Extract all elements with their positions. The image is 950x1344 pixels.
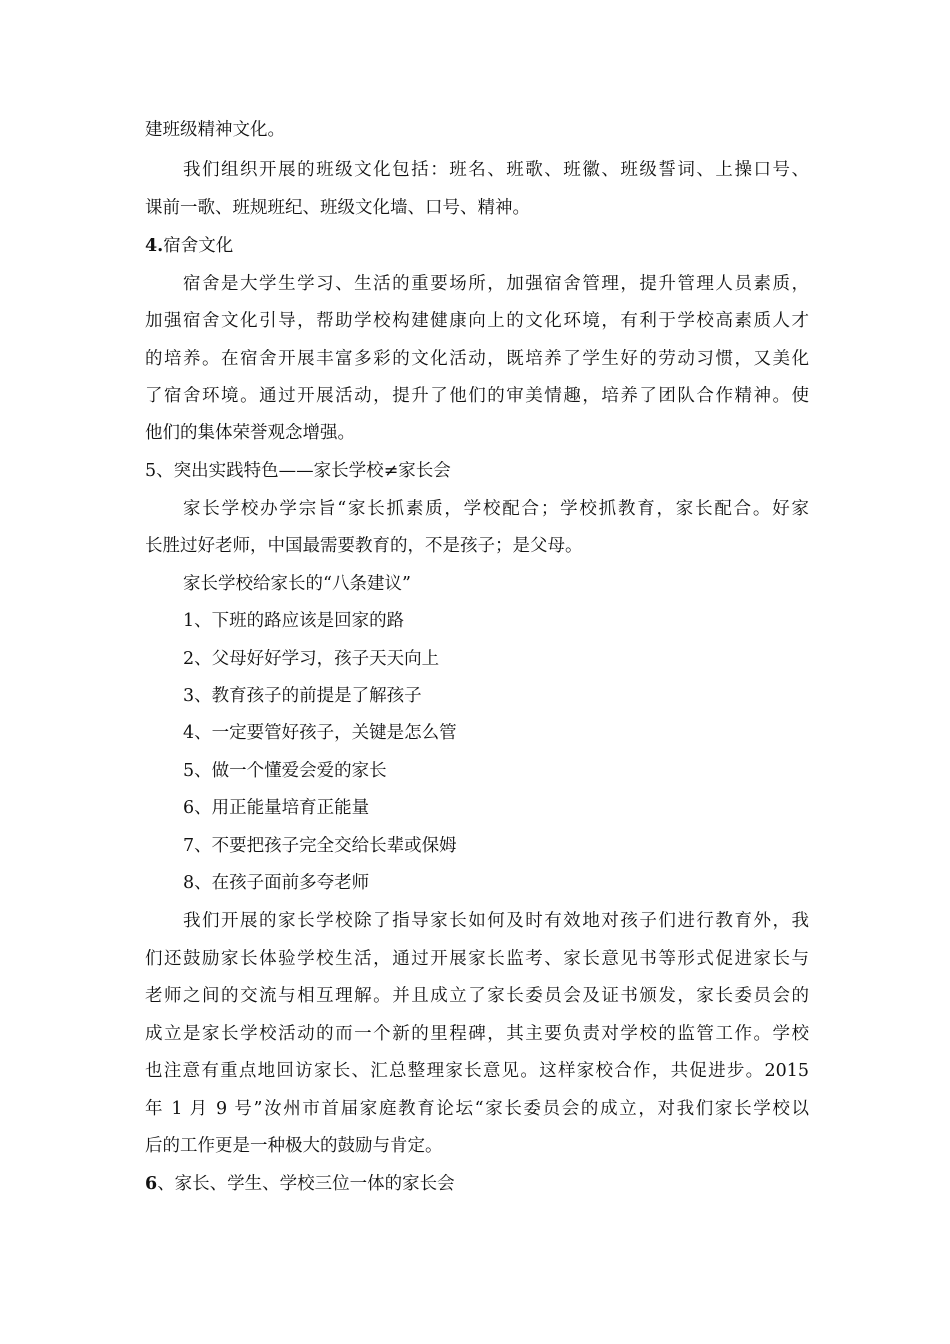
list-item: 1、下班的路应该是回家的路 — [183, 611, 405, 631]
list-item: 7、不要把孩子完全交给长辈或保姆 — [183, 836, 457, 856]
paragraph-line: 课前一歌、班规班纪、班级文化墙、口号、精神。 — [145, 198, 530, 218]
heading-number: 4. — [145, 236, 164, 256]
paragraph-line: 后的工作更是一种极大的鼓励与肯定。 — [145, 1136, 443, 1156]
heading-text: 、家长、学生、学校三位一体的家长会 — [157, 1174, 455, 1194]
paragraph-line: 宿舍是大学生学习、生活的重要场所，加强宿舍管理，提升管理人员素质， — [183, 274, 809, 294]
section-heading-4 — [145, 234, 233, 258]
paragraph-tail: 建班级精神文化。 — [145, 120, 285, 140]
section-heading-5: 5、突出实践特色——家长学校≠家长会 — [145, 461, 451, 481]
paragraph-line: 他们的集体荣誉观念增强。 — [145, 423, 355, 443]
heading-text: 宿舍文化 — [163, 236, 234, 256]
paragraph-line: 长胜过好老师，中国最需要教育的，不是孩子；是父母。 — [145, 536, 583, 556]
paragraph-line: 我们组织开展的班级文化包括：班名、班歌、班徽、班级誓词、上操口号、 — [183, 160, 809, 180]
section-heading-6 — [145, 1172, 455, 1196]
paragraph-line: 了宿舍环境。通过开展活动，提升了他们的审美情趣，培养了团队合作精神。使 — [145, 386, 809, 406]
paragraph-line: 也注意有重点地回访家长、汇总整理家长意见。这样家校合作，共促进步。2015 — [145, 1061, 809, 1081]
list-item: 8、在孩子面前多夸老师 — [183, 873, 370, 893]
paragraph-line: 成立是家长学校活动的而一个新的里程碑，其主要负责对学校的监管工作。学校 — [145, 1024, 809, 1044]
paragraph-line: 老师之间的交流与相互理解。并且成立了家长委员会及证书颁发，家长委员会的 — [145, 986, 809, 1006]
list-item: 2、父母好好学习，孩子天天向上 — [183, 649, 440, 669]
paragraph-line: 加强宿舍文化引导，帮助学校构建健康向上的文化环境，有利于学校高素质人才 — [145, 311, 809, 331]
list-title: 家长学校给家长的“八条建议” — [183, 574, 411, 594]
paragraph-line: 家长学校办学宗旨“家长抓素质，学校配合；学校抓教育，家长配合。好家 — [183, 499, 809, 519]
list-item: 6、用正能量培育正能量 — [183, 798, 370, 818]
paragraph-line: 的培养。在宿舍开展丰富多彩的文化活动，既培养了学生好的劳动习惯，又美化 — [145, 349, 809, 369]
list-item: 5、做一个懂爱会爱的家长 — [183, 761, 387, 781]
heading-number: 6 — [145, 1174, 158, 1194]
paragraph-line: 我们开展的家长学校除了指导家长如何及时有效地对孩子们进行教育外，我 — [183, 911, 809, 931]
list-item: 4、一定要管好孩子，关键是怎么管 — [183, 723, 457, 743]
paragraph-line: 们还鼓励家长体验学校生活，通过开展家长监考、家长意见书等形式促进家长与 — [145, 949, 809, 969]
list-item: 3、教育孩子的前提是了解孩子 — [183, 686, 422, 706]
paragraph-line: 年 1 月 9 号”汝州市首届家庭教育论坛“家长委员会的成立，对我们家长学校以 — [145, 1099, 809, 1119]
